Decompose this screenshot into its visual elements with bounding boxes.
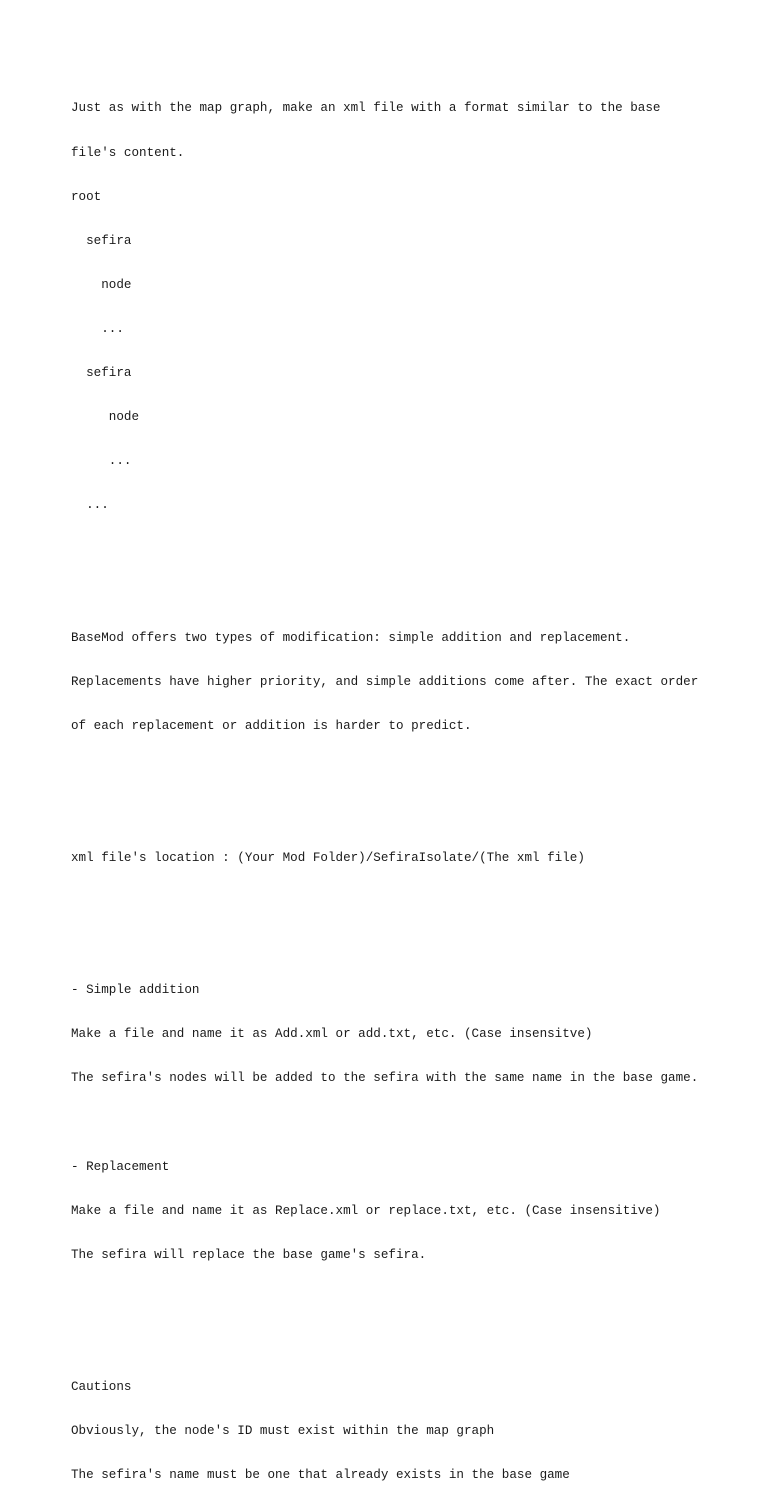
- blank-line: [71, 542, 751, 557]
- text-line: Make a file and name it as Replace.xml or replace.txt, etc. (Case insensitive): [71, 1203, 661, 1218]
- text-line: sefira: [71, 233, 132, 248]
- text-line: The sefira's name must be one that already exists in the base game: [71, 1468, 570, 1483]
- text-line: BaseMod offers two types of modification: simple addition and replacement.: [71, 630, 631, 645]
- text-line: The sefira will replace the base game's sefira.: [71, 1247, 427, 1262]
- blank-line: [71, 807, 751, 822]
- text-line: ...: [71, 321, 124, 336]
- section-heading: Cautions: [71, 1380, 132, 1395]
- text-line: Make a file and name it as Add.xml or add.txt, etc. (Case insensitve): [71, 1027, 593, 1042]
- text-line: of each replacement or addition is harder to predict.: [71, 718, 472, 733]
- blank-line: [71, 1336, 751, 1351]
- document-body: [71, 72, 751, 1498]
- blank-line: [71, 763, 751, 778]
- section-heading: - Replacement: [71, 1159, 170, 1174]
- text-line: node: [71, 277, 132, 292]
- text-line: xml file's location : (Your Mod Folder)/SefiraIsolate/(The xml file): [71, 851, 585, 865]
- text-line: ...: [71, 454, 132, 469]
- blank-line: [71, 1292, 751, 1307]
- section-heading: - Simple addition: [71, 983, 200, 998]
- blank-line: [71, 586, 751, 601]
- text-line: sefira: [71, 365, 132, 380]
- text-line: root: [71, 189, 102, 204]
- text-line: Replacements have higher priority, and simple additions come after. The exact order: [71, 674, 699, 689]
- text-line: Obviously, the node's ID must exist within the map graph: [71, 1424, 495, 1439]
- blank-line: [71, 1116, 751, 1131]
- text-line: node: [71, 410, 140, 425]
- blank-line: [71, 939, 751, 954]
- text-line: The sefira's nodes will be added to the sefira with the same name in the base game.: [71, 1071, 699, 1086]
- blank-line: [71, 895, 751, 910]
- text-line: Just as with the map graph, make an xml file with a format similar to the base: [71, 101, 661, 116]
- text-line: ...: [71, 498, 109, 513]
- text-line: file's content.: [71, 145, 185, 160]
